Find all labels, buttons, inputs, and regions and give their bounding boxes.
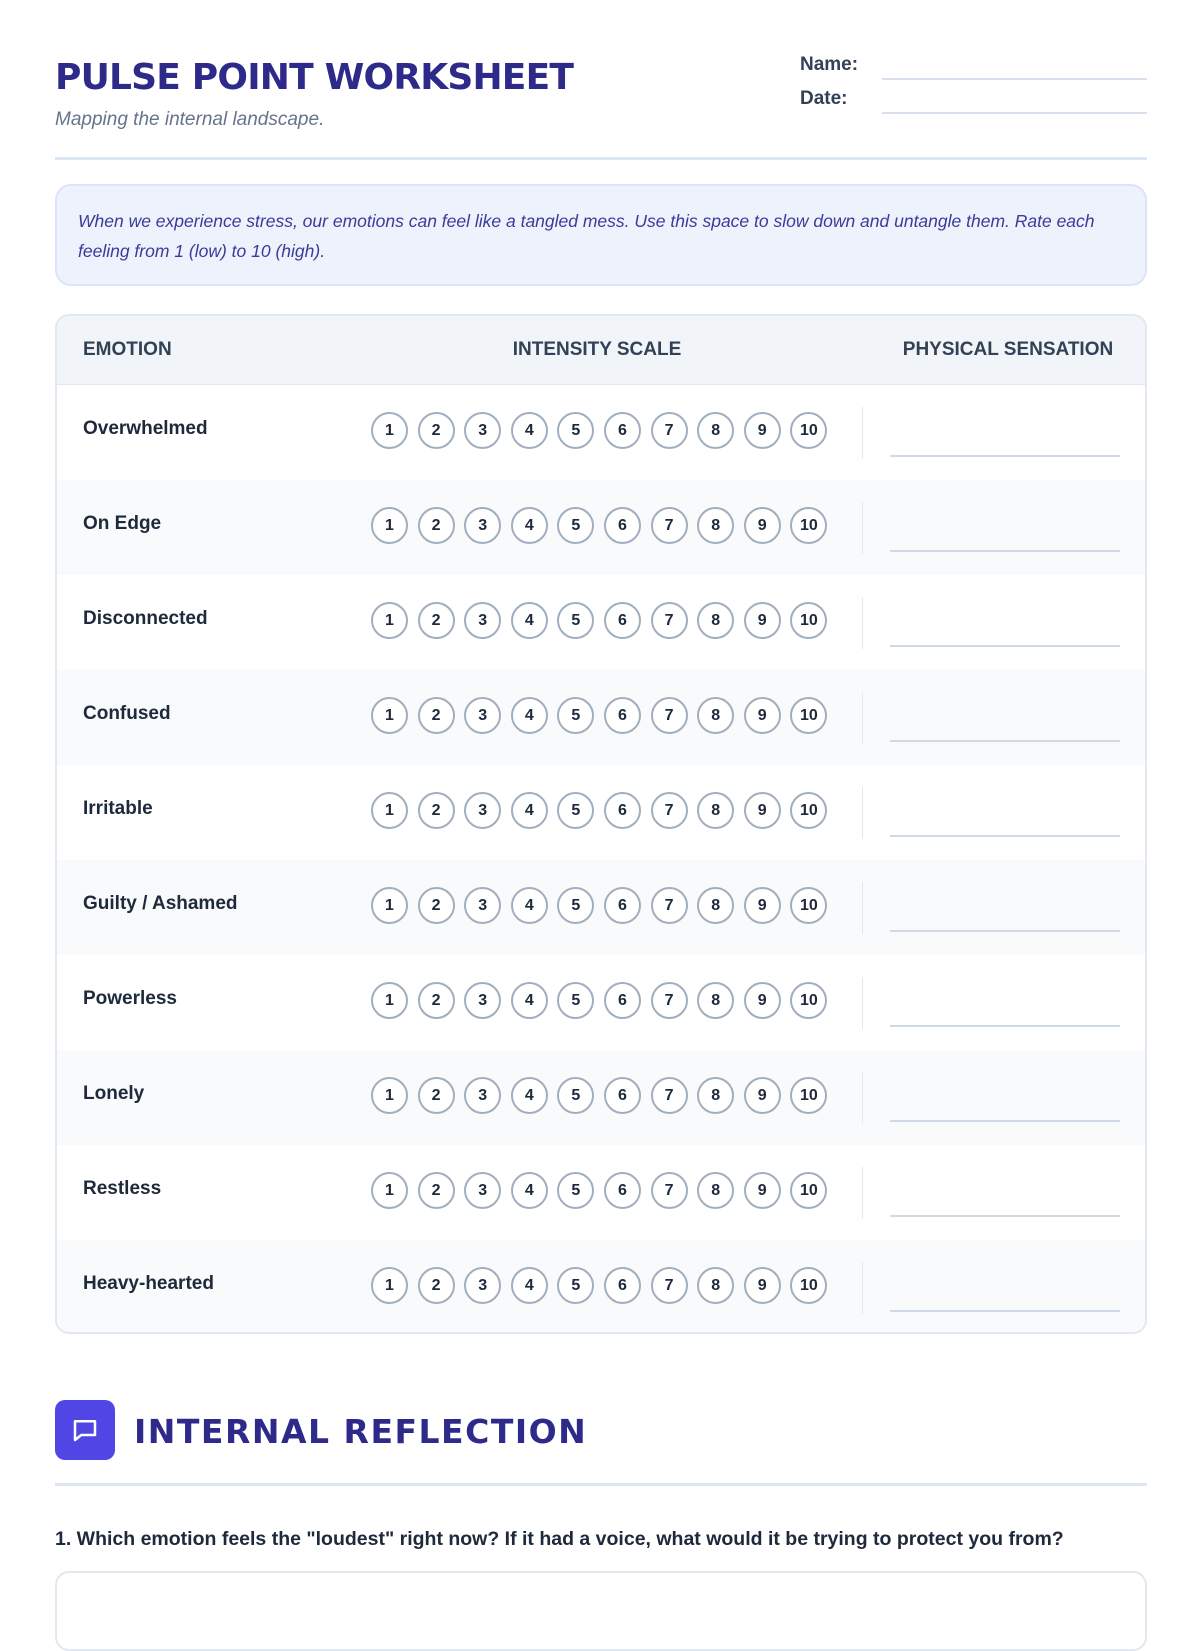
intensity-option[interactable]: 9 bbox=[744, 792, 781, 829]
column-divider bbox=[862, 692, 863, 744]
intensity-option[interactable]: 2 bbox=[418, 1267, 455, 1304]
intensity-option[interactable]: 6 bbox=[604, 792, 641, 829]
intensity-option[interactable]: 10 bbox=[790, 1077, 827, 1114]
physical-sensation-field[interactable] bbox=[890, 835, 1120, 837]
emotion-label: Disconnected bbox=[83, 608, 208, 629]
intensity-option[interactable]: 1 bbox=[371, 602, 408, 639]
intensity-option[interactable]: 8 bbox=[697, 602, 734, 639]
intensity-option[interactable]: 3 bbox=[464, 697, 501, 734]
intensity-option[interactable]: 1 bbox=[371, 507, 408, 544]
reflection-header bbox=[55, 1400, 1147, 1486]
intensity-option[interactable]: 7 bbox=[651, 507, 688, 544]
page-title: PULSE POINT WORKSHEET bbox=[55, 57, 574, 98]
emotion-table bbox=[55, 314, 1147, 1334]
intensity-scale bbox=[371, 697, 837, 734]
intensity-option[interactable]: 9 bbox=[744, 1077, 781, 1114]
intensity-option[interactable]: 8 bbox=[697, 1267, 734, 1304]
intensity-option[interactable]: 5 bbox=[557, 1077, 594, 1114]
column-divider bbox=[862, 1167, 863, 1219]
intensity-option[interactable]: 2 bbox=[418, 507, 455, 544]
intensity-option[interactable]: 10 bbox=[790, 697, 827, 734]
intensity-option[interactable]: 3 bbox=[464, 602, 501, 639]
header-physical-sensation: PHYSICAL SENSATION bbox=[902, 339, 1114, 360]
intensity-option[interactable]: 4 bbox=[511, 1172, 548, 1209]
intensity-option[interactable]: 6 bbox=[604, 1077, 641, 1114]
intensity-option[interactable]: 6 bbox=[604, 602, 641, 639]
intensity-option[interactable]: 9 bbox=[744, 1172, 781, 1209]
intensity-option[interactable]: 4 bbox=[511, 982, 548, 1019]
column-divider bbox=[862, 882, 863, 934]
intensity-scale bbox=[371, 1172, 837, 1209]
intensity-option[interactable]: 9 bbox=[744, 887, 781, 924]
intensity-scale bbox=[371, 887, 837, 924]
intensity-option[interactable]: 4 bbox=[511, 1267, 548, 1304]
intensity-option[interactable]: 4 bbox=[511, 412, 548, 449]
intensity-option[interactable]: 8 bbox=[697, 412, 734, 449]
intensity-option[interactable]: 1 bbox=[371, 697, 408, 734]
worksheet-page bbox=[55, 0, 1147, 1550]
column-divider bbox=[862, 502, 863, 554]
table-row bbox=[57, 1145, 1145, 1240]
column-divider bbox=[862, 787, 863, 839]
intensity-option[interactable]: 8 bbox=[697, 507, 734, 544]
page-subtitle: Mapping the internal landscape. bbox=[55, 109, 325, 130]
intensity-option[interactable]: 1 bbox=[371, 1267, 408, 1304]
intensity-option[interactable]: 4 bbox=[511, 792, 548, 829]
intensity-option[interactable]: 7 bbox=[651, 1077, 688, 1114]
intensity-option[interactable]: 1 bbox=[371, 792, 408, 829]
table-row bbox=[57, 860, 1145, 955]
message-square-icon bbox=[55, 1400, 115, 1460]
emotion-label: Confused bbox=[83, 703, 171, 724]
date-row bbox=[800, 86, 1147, 120]
intensity-option[interactable]: 2 bbox=[418, 697, 455, 734]
intensity-option[interactable]: 5 bbox=[557, 887, 594, 924]
emotion-label: Irritable bbox=[83, 798, 153, 819]
intensity-option[interactable]: 10 bbox=[790, 792, 827, 829]
column-divider bbox=[862, 977, 863, 1029]
intensity-option[interactable]: 2 bbox=[418, 982, 455, 1019]
physical-sensation-field[interactable] bbox=[890, 1120, 1120, 1122]
date-label: Date: bbox=[800, 88, 848, 109]
intensity-option[interactable]: 7 bbox=[651, 1172, 688, 1209]
physical-sensation-field[interactable] bbox=[890, 645, 1120, 647]
name-row bbox=[800, 52, 1147, 86]
intensity-option[interactable]: 4 bbox=[511, 697, 548, 734]
reflection-question-1: 1. Which emotion feels the "loudest" right now? If it had a voice, what would it be trying to protect you from? bbox=[55, 1528, 1064, 1550]
intensity-option[interactable]: 4 bbox=[511, 1077, 548, 1114]
intensity-option[interactable]: 9 bbox=[744, 982, 781, 1019]
table-row bbox=[57, 670, 1145, 765]
table-row bbox=[57, 385, 1145, 480]
intensity-option[interactable]: 8 bbox=[697, 887, 734, 924]
table-row bbox=[57, 1050, 1145, 1145]
intensity-option[interactable]: 2 bbox=[418, 412, 455, 449]
intensity-option[interactable]: 2 bbox=[418, 1077, 455, 1114]
intensity-option[interactable]: 4 bbox=[511, 507, 548, 544]
column-divider bbox=[862, 1262, 863, 1314]
physical-sensation-field[interactable] bbox=[890, 455, 1120, 457]
intensity-option[interactable]: 5 bbox=[557, 412, 594, 449]
intensity-scale bbox=[371, 412, 837, 449]
intensity-option[interactable]: 9 bbox=[744, 412, 781, 449]
emotion-label: On Edge bbox=[83, 513, 162, 534]
intensity-scale bbox=[371, 792, 837, 829]
column-divider bbox=[862, 407, 863, 459]
header-emotion: EMOTION bbox=[83, 339, 172, 360]
intensity-option[interactable]: 9 bbox=[744, 697, 781, 734]
intensity-option[interactable]: 6 bbox=[604, 1267, 641, 1304]
emotion-label: Guilty / Ashamed bbox=[83, 893, 238, 914]
intensity-scale bbox=[371, 602, 837, 639]
intensity-option[interactable]: 5 bbox=[557, 1172, 594, 1209]
intensity-option[interactable]: 1 bbox=[371, 1077, 408, 1114]
intensity-scale bbox=[371, 507, 837, 544]
intensity-option[interactable]: 6 bbox=[604, 1172, 641, 1209]
meta-fields bbox=[800, 52, 1147, 120]
intensity-option[interactable]: 5 bbox=[557, 697, 594, 734]
physical-sensation-field[interactable] bbox=[890, 1025, 1120, 1027]
header-intensity-scale: INTENSITY SCALE bbox=[512, 339, 682, 360]
intensity-option[interactable]: 5 bbox=[557, 602, 594, 639]
intensity-option[interactable]: 5 bbox=[557, 792, 594, 829]
intensity-option[interactable]: 9 bbox=[744, 602, 781, 639]
intensity-option[interactable]: 3 bbox=[464, 1267, 501, 1304]
intensity-option[interactable]: 1 bbox=[371, 412, 408, 449]
intensity-option[interactable]: 10 bbox=[790, 887, 827, 924]
intensity-option[interactable]: 7 bbox=[651, 697, 688, 734]
intensity-option[interactable]: 9 bbox=[744, 1267, 781, 1304]
intensity-scale bbox=[371, 1267, 837, 1304]
intensity-option[interactable]: 6 bbox=[604, 412, 641, 449]
intensity-option[interactable]: 7 bbox=[651, 982, 688, 1019]
table-header bbox=[57, 316, 1145, 385]
emotion-label: Heavy-hearted bbox=[83, 1273, 214, 1294]
intensity-option[interactable]: 4 bbox=[511, 887, 548, 924]
name-label: Name: bbox=[800, 54, 859, 75]
emotion-label: Restless bbox=[83, 1178, 162, 1199]
column-divider bbox=[862, 1072, 863, 1124]
intensity-option[interactable]: 10 bbox=[790, 602, 827, 639]
physical-sensation-field[interactable] bbox=[890, 1215, 1120, 1217]
intensity-option[interactable]: 1 bbox=[371, 887, 408, 924]
intensity-option[interactable]: 2 bbox=[418, 1172, 455, 1209]
table-row bbox=[57, 1240, 1145, 1334]
intensity-option[interactable]: 1 bbox=[371, 1172, 408, 1209]
intensity-option[interactable]: 3 bbox=[464, 507, 501, 544]
intensity-option[interactable]: 8 bbox=[697, 982, 734, 1019]
worksheet-header bbox=[55, 0, 1147, 160]
answer-box-1[interactable] bbox=[55, 1571, 1147, 1651]
reflection-title: INTERNAL REFLECTION bbox=[134, 1412, 588, 1451]
table-body bbox=[57, 385, 1145, 1334]
name-field[interactable] bbox=[882, 78, 1147, 80]
table-row bbox=[57, 575, 1145, 670]
intensity-option[interactable]: 3 bbox=[464, 792, 501, 829]
intensity-option[interactable]: 6 bbox=[604, 697, 641, 734]
intensity-option[interactable]: 3 bbox=[464, 1172, 501, 1209]
physical-sensation-field[interactable] bbox=[890, 550, 1120, 552]
table-row bbox=[57, 955, 1145, 1050]
physical-sensation-field[interactable] bbox=[890, 930, 1120, 932]
intensity-option[interactable]: 2 bbox=[418, 887, 455, 924]
intensity-option[interactable]: 2 bbox=[418, 602, 455, 639]
intensity-option[interactable]: 6 bbox=[604, 887, 641, 924]
emotion-label: Lonely bbox=[83, 1083, 145, 1104]
intensity-option[interactable]: 5 bbox=[557, 982, 594, 1019]
date-field[interactable] bbox=[882, 112, 1147, 114]
physical-sensation-field[interactable] bbox=[890, 740, 1120, 742]
intro-box: When we experience stress, our emotions can feel like a tangled mess. Use this space to slow down and untangle them. Rate each feeling from 1 (low) to 10 (high). bbox=[55, 184, 1147, 286]
intensity-option[interactable]: 3 bbox=[464, 887, 501, 924]
intensity-option[interactable]: 3 bbox=[464, 412, 501, 449]
intensity-option[interactable]: 7 bbox=[651, 792, 688, 829]
table-row bbox=[57, 480, 1145, 575]
intensity-option[interactable]: 5 bbox=[557, 1267, 594, 1304]
intensity-option[interactable]: 5 bbox=[557, 507, 594, 544]
intensity-option[interactable]: 10 bbox=[790, 1172, 827, 1209]
intensity-option[interactable]: 6 bbox=[604, 507, 641, 544]
intensity-scale bbox=[371, 982, 837, 1019]
intensity-scale bbox=[371, 1077, 837, 1114]
intensity-option[interactable]: 10 bbox=[790, 507, 827, 544]
intensity-option[interactable]: 10 bbox=[790, 412, 827, 449]
intensity-option[interactable]: 1 bbox=[371, 982, 408, 1019]
intensity-option[interactable]: 10 bbox=[790, 1267, 827, 1304]
intensity-option[interactable]: 7 bbox=[651, 887, 688, 924]
intensity-option[interactable]: 7 bbox=[651, 412, 688, 449]
intensity-option[interactable]: 8 bbox=[697, 1077, 734, 1114]
emotion-label: Overwhelmed bbox=[83, 418, 208, 439]
column-divider bbox=[862, 597, 863, 649]
emotion-label: Powerless bbox=[83, 988, 177, 1009]
intensity-option[interactable]: 3 bbox=[464, 1077, 501, 1114]
intensity-option[interactable]: 6 bbox=[604, 982, 641, 1019]
intensity-option[interactable]: 8 bbox=[697, 792, 734, 829]
intensity-option[interactable]: 8 bbox=[697, 1172, 734, 1209]
intensity-option[interactable]: 2 bbox=[418, 792, 455, 829]
table-row bbox=[57, 765, 1145, 860]
intensity-option[interactable]: 3 bbox=[464, 982, 501, 1019]
physical-sensation-field[interactable] bbox=[890, 1310, 1120, 1312]
intensity-option[interactable]: 4 bbox=[511, 602, 548, 639]
intensity-option[interactable]: 9 bbox=[744, 507, 781, 544]
intensity-option[interactable]: 7 bbox=[651, 1267, 688, 1304]
intensity-option[interactable]: 8 bbox=[697, 697, 734, 734]
intensity-option[interactable]: 10 bbox=[790, 982, 827, 1019]
intensity-option[interactable]: 7 bbox=[651, 602, 688, 639]
